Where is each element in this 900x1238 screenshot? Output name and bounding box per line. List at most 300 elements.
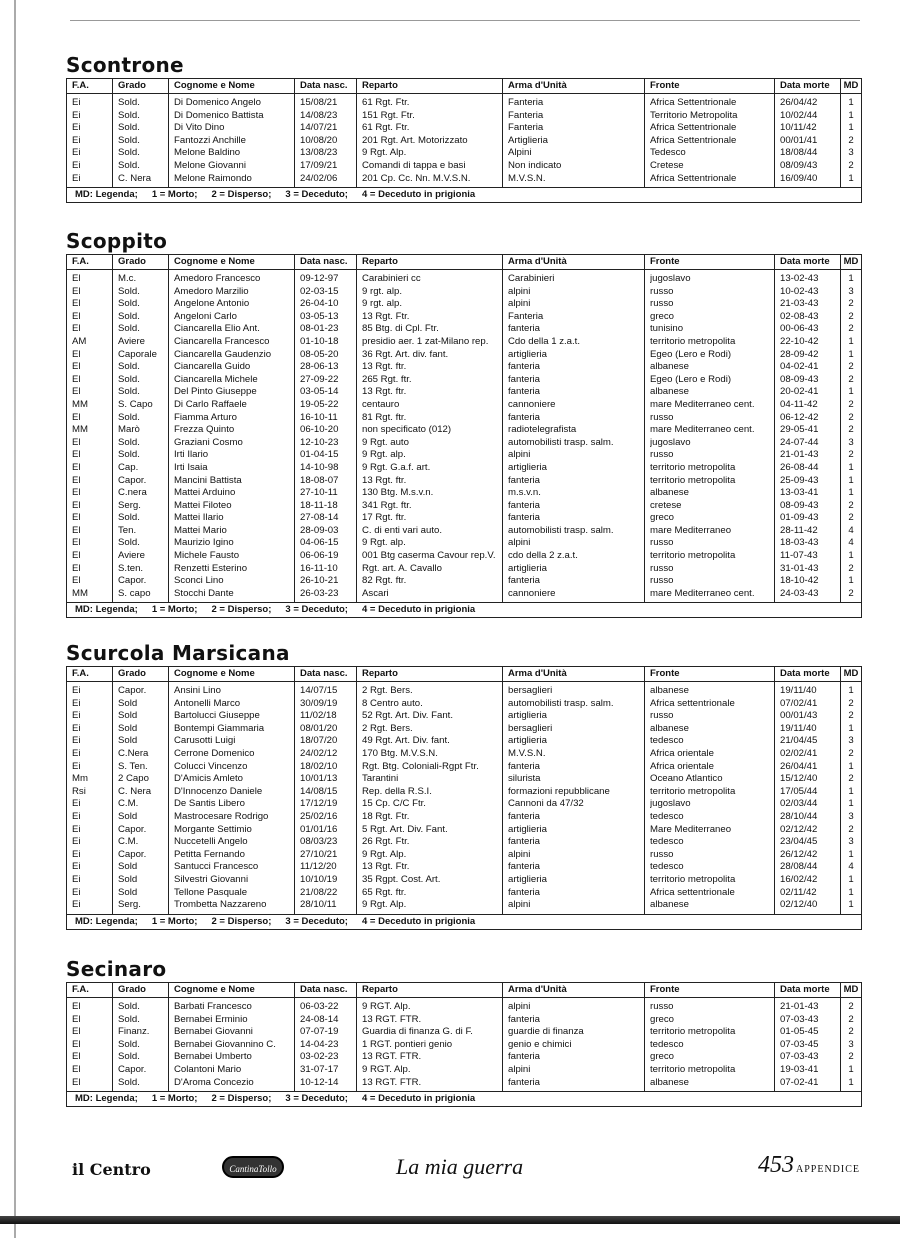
cell-reparto: Ascari	[362, 587, 389, 599]
header-fa: F.A.	[67, 79, 113, 93]
cell-fronte: greco	[650, 1013, 674, 1025]
legend-item: 4 = Deceduto in prigionia	[361, 915, 476, 927]
column-arma	[503, 998, 645, 1091]
cell-md: 1	[848, 722, 854, 734]
cell-md: 1	[848, 785, 854, 797]
column-fa	[67, 682, 113, 914]
cell-reparto: 2 Rgt. Bers.	[362, 685, 413, 696]
cell-fronte: tunisino	[650, 323, 684, 335]
cell-grado: C. Nera	[118, 172, 152, 184]
cell-data-morte: 29-05-41	[780, 424, 819, 436]
cell-data-nasc: 17/09/21	[300, 159, 338, 171]
cell-arma: M.V.S.N.	[508, 172, 546, 184]
cell-reparto: presidio aer. 1 zat-Milano rep.	[362, 335, 489, 347]
cell-arma: guardie di finanza	[508, 1026, 584, 1038]
legend-item: 3 = Deceduto;	[285, 604, 348, 616]
cell-reparto: 5 Rgt. Art. Div. Fant.	[362, 823, 448, 835]
cell-reparto: 170 Btg. M.V.S.N.	[362, 747, 438, 759]
cell-data-nasc: 15/08/21	[300, 97, 338, 108]
cell-fa: Ei	[72, 798, 81, 810]
cell-reparto: 13 RGT. FTR.	[362, 1051, 422, 1063]
cell-data-nasc: 02-03-15	[300, 285, 339, 297]
cell-nome: Morgante Settimio	[174, 823, 252, 835]
cell-fronte: albanese	[650, 386, 689, 398]
cell-md: 2	[848, 449, 854, 461]
cell-nome: Irti Ilario	[174, 449, 209, 461]
cell-nome: Antonelli Marco	[174, 697, 241, 709]
cell-nome: Di Domenico Battista	[174, 109, 264, 121]
column-fronte	[645, 682, 775, 914]
cell-fronte: Africa Settentrionale	[650, 122, 737, 134]
cell-nome: Trombetta Nazzareno	[174, 899, 267, 911]
cell-fronte: russo	[650, 575, 674, 587]
cell-reparto: 26 Rgt. Ftr.	[362, 836, 410, 848]
cell-reparto: 13 Rgt. ftr.	[362, 361, 407, 373]
cell-md: 1	[848, 335, 854, 347]
cell-fronte: russo	[650, 537, 674, 549]
cell-data-morte: 08/09/43	[780, 159, 818, 171]
cell-data-morte: 08-09-43	[780, 373, 819, 385]
legend-item: MD: Legenda;	[75, 915, 138, 927]
cell-fronte: greco	[650, 512, 674, 524]
column-md	[841, 94, 861, 187]
legend-item: MD: Legenda;	[75, 604, 138, 616]
cell-reparto: 201 Cp. Cc. Nn. M.V.S.N.	[362, 172, 471, 184]
column-arma	[503, 682, 645, 914]
cell-data-morte: 07/02/41	[780, 697, 818, 709]
cell-md: 1	[848, 848, 854, 860]
legend-item: 3 = Deceduto;	[285, 915, 348, 927]
cell-data-nasc: 14/07/21	[300, 122, 338, 134]
cell-fronte: tedesco	[650, 810, 684, 822]
column-grado	[113, 682, 169, 914]
cell-data-nasc: 10/10/19	[300, 873, 338, 885]
cell-fronte: albanese	[650, 722, 689, 734]
cell-fronte: russo	[650, 1001, 674, 1012]
cell-fronte: territorio metropolita	[650, 1026, 736, 1038]
cell-nome: Santucci Francesco	[174, 861, 259, 873]
cell-nome: Carusotti Luigi	[174, 735, 236, 747]
cell-fa: Ei	[72, 747, 81, 759]
cell-md: 1	[848, 899, 854, 911]
legend-item: 4 = Deceduto in prigionia	[361, 604, 476, 616]
cell-md: 2	[848, 1001, 854, 1012]
cell-grado: Capor.	[118, 685, 147, 696]
column-nome	[169, 94, 295, 187]
cell-data-morte: 02/11/42	[780, 886, 817, 898]
cell-fa: Ei	[72, 159, 81, 171]
cell-nome: D'Aroma Concezio	[174, 1076, 254, 1088]
cell-fa: Ei	[72, 899, 81, 911]
cell-grado: Capor.	[118, 474, 147, 486]
cell-fa: El	[72, 575, 81, 587]
cell-data-morte: 28/08/44	[780, 861, 818, 873]
casualty-table	[66, 254, 862, 618]
cell-data-nasc: 06-06-19	[300, 550, 339, 562]
legend-item: 3 = Deceduto;	[285, 1093, 348, 1105]
cell-md: 3	[848, 836, 854, 848]
cell-data-morte: 10/11/42	[780, 122, 817, 134]
cell-data-nasc: 27-08-14	[300, 512, 339, 524]
cell-arma: Cannoni da 47/32	[508, 798, 584, 810]
cell-data-nasc: 01/01/16	[300, 823, 338, 835]
cell-data-morte: 23/04/45	[780, 836, 818, 848]
cell-reparto: non specificato (012)	[362, 424, 452, 436]
column-data-morte	[775, 682, 841, 914]
cell-grado: Capor.	[118, 575, 147, 587]
cell-md: 1	[848, 886, 854, 898]
cell-arma: bersaglieri	[508, 685, 553, 696]
cell-md: 2	[848, 411, 854, 423]
cell-arma: fanteria	[508, 323, 540, 335]
table-header	[67, 667, 861, 682]
column-data-morte	[775, 998, 841, 1091]
cell-fa: El	[72, 1076, 81, 1088]
cell-arma: fanteria	[508, 411, 540, 423]
cell-fronte: Oceano Atlantico	[650, 773, 723, 785]
cell-md: 3	[848, 436, 854, 448]
cell-grado: Finanz.	[118, 1026, 150, 1038]
cell-reparto: 9 Rgt. Alp.	[362, 848, 407, 860]
cell-arma: automobilisti trasp. salm.	[508, 436, 614, 448]
cell-arma: artiglieria	[508, 710, 547, 722]
cell-grado: Sold.	[118, 386, 140, 398]
column-arma	[503, 94, 645, 187]
cell-reparto: 9 Rgt. Alp.	[362, 147, 407, 159]
md-legend	[67, 1092, 861, 1106]
cell-data-nasc: 16-11-10	[300, 562, 338, 574]
cell-arma: automobilisti trasp. salm.	[508, 697, 614, 709]
cell-fa: MM	[72, 398, 88, 410]
cell-reparto: Rgt. art. A. Cavallo	[362, 562, 442, 574]
cell-md: 1	[848, 97, 854, 108]
cell-fronte: territorio metropolita	[650, 873, 736, 885]
cell-data-nasc: 12-10-23	[300, 436, 339, 448]
cell-data-morte: 01-05-45	[780, 1026, 819, 1038]
header-md: MD	[843, 80, 859, 91]
section-title: Scurcola Marsicana	[66, 641, 290, 665]
cell-grado: Caporale	[118, 348, 157, 360]
cell-fronte: albanese	[650, 685, 689, 696]
cell-grado: Sold.	[118, 134, 140, 146]
cell-reparto: 151 Rgt. Ftr.	[362, 109, 415, 121]
cell-arma: artiglieria	[508, 348, 547, 360]
column-reparto	[357, 94, 503, 187]
cell-arma: artiglieria	[508, 461, 547, 473]
cell-arma: formazioni repubblicane	[508, 785, 610, 797]
cell-nome: Ciancarella Francesco	[174, 335, 270, 347]
cell-arma: fanteria	[508, 512, 540, 524]
cell-grado: Sold.	[118, 1013, 140, 1025]
cell-md: 1	[848, 873, 854, 885]
cell-data-nasc: 03-02-23	[300, 1051, 339, 1063]
header-fronte: Fronte	[645, 255, 775, 269]
column-data-nasc	[295, 94, 357, 187]
cell-fa: El	[72, 474, 81, 486]
cell-data-nasc: 04-06-15	[300, 537, 339, 549]
cell-arma: fanteria	[508, 1076, 540, 1088]
cell-arma: Carabinieri	[508, 273, 555, 284]
md-legend	[67, 603, 861, 617]
cell-data-morte: 07-02-41	[780, 1076, 819, 1088]
cell-md: 2	[848, 773, 854, 785]
cell-grado: Sold.	[118, 373, 140, 385]
column-grado	[113, 94, 169, 187]
cell-grado: Sold	[118, 886, 138, 898]
cell-reparto: 13 Rgt. ftr.	[362, 386, 407, 398]
cell-fa: El	[72, 361, 81, 373]
cell-arma: artiglieria	[508, 873, 547, 885]
cell-fronte: Cretese	[650, 159, 684, 171]
cell-reparto: 61 Rgt. Ftr.	[362, 122, 410, 134]
cell-grado: Sold.	[118, 122, 140, 134]
cell-data-nasc: 08/01/20	[300, 722, 338, 734]
cell-reparto: 201 Rgt. Art. Motorizzato	[362, 134, 468, 146]
cell-fa: MM	[72, 424, 88, 436]
cell-grado: S. Capo	[118, 398, 153, 410]
cell-fa: El	[72, 323, 81, 335]
cell-nome: Melone Raimondo	[174, 172, 252, 184]
cell-reparto: 1 RGT. pontieri genio	[362, 1038, 453, 1050]
cell-arma: fanteria	[508, 499, 540, 511]
cell-data-morte: 02-08-43	[780, 310, 819, 322]
header-fronte: Fronte	[645, 667, 775, 681]
cell-grado: Sold	[118, 722, 138, 734]
cell-nome: Ciancarella Michele	[174, 373, 258, 385]
cell-data-morte: 07-03-43	[780, 1051, 819, 1063]
cell-data-nasc: 14/08/23	[300, 109, 338, 121]
cell-fa: Ei	[72, 823, 81, 835]
cell-data-morte: 01-09-43	[780, 512, 819, 524]
cell-fronte: cretese	[650, 499, 682, 511]
cell-fronte: territorio metropolita	[650, 474, 736, 486]
cell-reparto: 13 RGT. FTR.	[362, 1013, 422, 1025]
cell-data-morte: 07-03-43	[780, 1013, 819, 1025]
cell-arma: radiotelegrafista	[508, 424, 577, 436]
cell-arma: cannoniere	[508, 398, 556, 410]
cell-grado: Sold.	[118, 109, 140, 121]
section-title: Scontrone	[66, 53, 184, 77]
cell-fronte: territorio metropolita	[650, 1063, 736, 1075]
cell-fronte: Africa Settentrionale	[650, 134, 737, 146]
cell-md: 2	[848, 697, 854, 709]
cell-nome: Frezza Quinto	[174, 424, 235, 436]
cell-md: 1	[848, 798, 854, 810]
cell-reparto: 9 rgt. alp.	[362, 285, 402, 297]
cell-md: 2	[848, 424, 854, 436]
cell-md: 2	[848, 398, 854, 410]
cell-md: 2	[848, 323, 854, 335]
cell-arma: fanteria	[508, 575, 540, 587]
cell-md: 4	[848, 861, 854, 873]
cell-arma: fanteria	[508, 861, 540, 873]
cell-data-morte: 17/05/44	[780, 785, 818, 797]
header-arma: Arma d'Unità	[503, 79, 645, 93]
page-footer	[72, 1148, 860, 1188]
cell-fronte: russo	[650, 562, 674, 574]
cell-data-nasc: 24/02/12	[300, 747, 338, 759]
cell-data-nasc: 28-06-13	[300, 361, 339, 373]
cell-md: 1	[848, 685, 854, 696]
cell-md: 2	[848, 499, 854, 511]
header-data-morte: Data morte	[775, 667, 841, 681]
cell-nome: Di Domenico Angelo	[174, 97, 261, 108]
cell-fronte: jugoslavo	[650, 273, 691, 284]
cell-reparto: centauro	[362, 398, 400, 410]
legend-item: 3 = Deceduto;	[285, 189, 348, 201]
cell-nome: Silvestri Giovanni	[174, 873, 249, 885]
cell-data-morte: 00/01/43	[780, 710, 818, 722]
cell-data-nasc: 24/02/06	[300, 172, 338, 184]
cell-arma: fanteria	[508, 373, 540, 385]
cell-md: 3	[848, 810, 854, 822]
column-fa	[67, 94, 113, 187]
cell-nome: Angelone Antonio	[174, 298, 250, 310]
cell-reparto: Rgt. Btg. Coloniali-Rgpt Ftr.	[362, 760, 479, 772]
cell-nome: Mattei Arduino	[174, 487, 236, 499]
header-grado: Grado	[113, 79, 169, 93]
cell-fronte: russo	[650, 449, 674, 461]
header-fa: F.A.	[67, 255, 113, 269]
cell-grado: Sold.	[118, 310, 140, 322]
cell-data-nasc: 09-12-97	[300, 273, 339, 284]
cell-fa: El	[72, 1063, 81, 1075]
cell-nome: Melone Baldino	[174, 147, 241, 159]
table-header	[67, 983, 861, 998]
cell-arma: Cdo della 1 z.a.t.	[508, 335, 580, 347]
cell-grado: Ten.	[118, 524, 137, 536]
column-grado	[113, 270, 169, 602]
cell-arma: Alpini	[508, 147, 532, 159]
cell-md: 1	[848, 122, 854, 134]
legend-item: MD: Legenda;	[75, 1093, 138, 1105]
table-body	[67, 998, 861, 1092]
section-3	[66, 956, 862, 1107]
cell-fronte: russo	[650, 710, 674, 722]
cell-fronte: territorio metropolita	[650, 461, 736, 473]
cell-nome: Ciancarella Guido	[174, 361, 251, 373]
cell-grado: Sold.	[118, 285, 140, 297]
cell-fa: El	[72, 310, 81, 322]
column-md	[841, 682, 861, 914]
cell-nome: Mattei Mario	[174, 524, 227, 536]
cell-nome: Tellone Pasquale	[174, 886, 248, 898]
cell-reparto: 9 RGT. Alp.	[362, 1001, 411, 1012]
cell-fa: Ei	[72, 760, 81, 772]
legend-item: 4 = Deceduto in prigionia	[361, 189, 476, 201]
cell-arma: alpini	[508, 298, 531, 310]
header-nome: Cognome e Nome	[169, 79, 295, 93]
cell-fa: Ei	[72, 886, 81, 898]
column-data-morte	[775, 94, 841, 187]
header-arma: Arma d'Unità	[503, 667, 645, 681]
cell-fronte: albanese	[650, 487, 689, 499]
cell-arma: M.V.S.N.	[508, 747, 546, 759]
cell-nome: Maurizio Igino	[174, 537, 234, 549]
cell-fa: Mm	[72, 773, 88, 785]
cell-fa: Rsi	[72, 785, 86, 797]
cell-data-nasc: 18/02/10	[300, 760, 338, 772]
cell-reparto: 001 Btg caserma Cavour rep.V.	[362, 550, 496, 562]
cell-fronte: Mare Mediterraneo	[650, 823, 732, 835]
cell-data-nasc: 14-10-98	[300, 461, 339, 473]
cell-md: 1	[848, 1076, 854, 1088]
cell-data-morte: 02/03/44	[780, 798, 818, 810]
column-fronte	[645, 270, 775, 602]
cell-grado: 2 Capo	[118, 773, 149, 785]
column-data-nasc	[295, 682, 357, 914]
cell-data-morte: 26/04/42	[780, 97, 818, 108]
cell-reparto: 82 Rgt. ftr.	[362, 575, 407, 587]
legend-item: 1 = Morto;	[151, 915, 198, 927]
cell-reparto: 13 Rgt. Ftr.	[362, 861, 410, 873]
cell-fa: El	[72, 285, 81, 297]
cell-md: 2	[848, 1026, 854, 1038]
casualty-table	[66, 982, 862, 1107]
cell-reparto: 52 Rgt. Art. Div. Fant.	[362, 710, 453, 722]
cell-nome: D'Innocenzo Daniele	[174, 785, 263, 797]
cell-grado: Capor.	[118, 823, 147, 835]
cell-fa: Ei	[72, 836, 81, 848]
cell-arma: bersaglieri	[508, 722, 553, 734]
cell-fronte: tedesco	[650, 735, 684, 747]
cell-fa: Ei	[72, 861, 81, 873]
cell-fa: El	[72, 1001, 81, 1012]
cell-reparto: 9 Rgt. alp.	[362, 449, 406, 461]
top-rule	[70, 20, 860, 21]
cell-grado: Serg.	[118, 499, 141, 511]
header-fa: F.A.	[67, 983, 113, 997]
header-nome: Cognome e Nome	[169, 667, 295, 681]
cell-grado: C.Nera	[118, 747, 149, 759]
cell-fa: El	[72, 562, 81, 574]
cell-reparto: 13 Rgt. Ftr.	[362, 310, 410, 322]
cell-grado: Sold.	[118, 159, 140, 171]
cell-fronte: jugoslavo	[650, 798, 691, 810]
header-nome: Cognome e Nome	[169, 983, 295, 997]
cell-data-nasc: 31-07-17	[300, 1063, 339, 1075]
cell-data-morte: 19/11/40	[780, 685, 817, 696]
cell-md: 1	[848, 487, 854, 499]
cell-data-morte: 26/12/42	[780, 848, 818, 860]
cell-reparto: 13 RGT. FTR.	[362, 1076, 422, 1088]
column-nome	[169, 682, 295, 914]
cell-grado: C.nera	[118, 487, 147, 499]
section-1	[66, 228, 862, 618]
cell-fronte: Africa Settentrionale	[650, 97, 737, 108]
cell-md: 3	[848, 285, 854, 297]
cell-reparto: 81 Rgt. ftr.	[362, 411, 407, 423]
cell-fronte: territorio metropolita	[650, 335, 736, 347]
cell-grado: C.M.	[118, 798, 139, 810]
cell-grado: Sold.	[118, 97, 140, 108]
header-nome: Cognome e Nome	[169, 255, 295, 269]
cell-grado: Sold	[118, 735, 138, 747]
column-fa	[67, 998, 113, 1091]
casualty-table	[66, 78, 862, 203]
cell-fronte: Territorio Metropolita	[650, 109, 738, 121]
cell-nome: Bernabei Umberto	[174, 1051, 252, 1063]
cell-data-morte: 16/09/40	[780, 172, 818, 184]
cell-data-morte: 07-03-45	[780, 1038, 819, 1050]
cell-data-morte: 18-03-43	[780, 537, 819, 549]
cell-md: 1	[848, 273, 854, 284]
cell-nome: De Santis Libero	[174, 798, 245, 810]
cell-nome: Mancini Battista	[174, 474, 242, 486]
md-legend	[67, 915, 861, 929]
cell-nome: Fiamma Arturo	[174, 411, 237, 423]
cell-data-morte: 24-07-44	[780, 436, 819, 448]
